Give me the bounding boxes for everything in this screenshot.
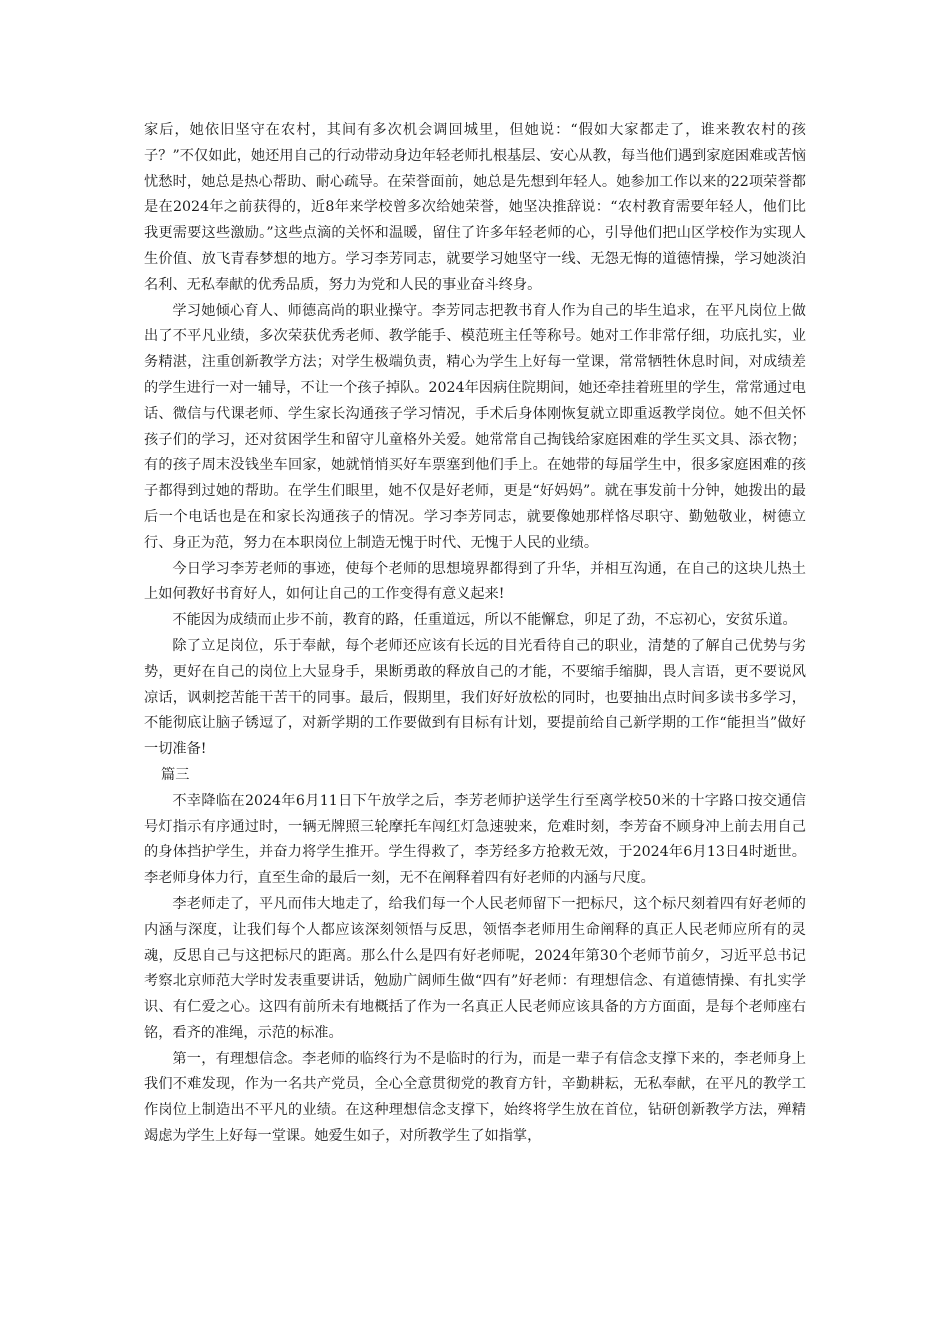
paragraph-no-stopping: 不能因为成绩而止步不前，教育的路，任重道远，所以不能懈怠，卯足了劲，不忘初心，安贫乐道。 bbox=[172, 612, 797, 629]
paragraph-beyond-post: 除了立足岗位，乐于奉献，每个老师还应该有长远的目光看待自己的职业，清楚的了解自己优势与劣势，更好在自己的岗位上大显身手，果断勇敢的释放自己的才能，不要缩手缩脚，畏人言语，更不要说风凉话，讽刺挖苦能干苦干的同事。最后，假期里，我们好好放松的同时，也要抽出点时间多读书多学习，不能彻底让脑子锈逗了，对新学期的工作要做到有目标有计划，要提前给自己新学期的工作“能担当”做好一切准备! bbox=[144, 637, 806, 758]
paragraph-today-learning: 今日学习李芳老师的事迹，使每个老师的思想境界都得到了升华，并相互沟通，在自己的这块儿热土上如何教好书育好人，如何让自己的工作变得有意义起来! bbox=[144, 560, 806, 603]
document-body bbox=[144, 118, 806, 1150]
paragraph-four-goods: 李老师走了，平凡而伟大地走了，给我们每一个人民老师留下一把标尺，这个标尺刻着四有好老师的内涵与深度，让我们每个人都应该深刻领悟与反思，领悟李老师用生命阐释的真正人民老师应所有的灵魂，反思自己与这把标尺的距离。那么什么是四有好老师呢，2024年第30个老师节前夕，习近平总书记考察北京师范大学时发表重要讲话，勉励广阔师生做“四有”好老师：有理想信念、有道德情操、有扎实学识、有仁爱之心。这四有前所未有地概括了作为一名真正人民老师应该具备的方方面面，是每个老师座右铭，看齐的准绳，示范的标准。 bbox=[144, 895, 806, 1041]
paragraph-ideals: 第一，有理想信念。李老师的临终行为不是临时的行为，而是一辈子有信念支撑下来的，李老师身上我们不难发现，作为一名共产党员，全心全意贯彻党的教育方针，辛勤耕耘，无私奉献，在平凡的教学工作岗位上制造出不平凡的业绩。在这种理想信念支撑下，始终将学生放在首位，钻研创新教学方法，殚精竭虑为学生上好每一堂课。她爱生如子，对所教学生了如指掌， bbox=[144, 1050, 806, 1145]
paragraph-continuation: 家后，她依旧坚守在农村，其间有多次机会调回城里，但她说：“假如大家都走了，谁来教农村的孩子？”不仅如此，她还用自己的行动带动身边年轻老师扎根基层、安心从教，每当他们遇到家庭困难或苦恼忧愁时，她总是热心帮助、耐心疏导。在荣誉面前，她总是先想到年轻人。她参加工作以来的22项荣誉都是在2024年之前获得的，近8年来学校曾多次给她荣誉，她坚决推辞说：“农村教育需要年轻人，他们比我更需要这些激励。”这些点滴的关怀和温暖，留住了许多年轻老师的心，引导他们把山区学校作为实现人生价值、放飞青春梦想的地方。学习李芳同志，就要学习她坚守一线、无怨无悔的道德情操，学习她淡泊名利、无私奉献的优秀品质，努力为党和人民的事业奋斗终身。 bbox=[144, 122, 806, 293]
paragraph-accident: 不幸降临在2024年6月11日下午放学之后，李芳老师护送学生行至离学校50米的十字路口按交通信号灯指示有序通过时，一辆无牌照三轮摩托车闯红灯急速驶来，危难时刻，李芳奋不顾身冲上前去用自己的身体挡护学生，并奋力将学生推开。学生得救了，李芳经多方抢救无效，于2024年6月13日4时逝世。李老师身体力行，直至生命的最后一刻，无不在阐释着四有好老师的内涵与尺度。 bbox=[144, 792, 806, 887]
paragraph-professional-ethics: 学习她倾心育人、师德高尚的职业操守。李芳同志把教书育人作为自己的毕生追求，在平凡岗位上做出了不平凡业绩，多次荣获优秀老师、教学能手、模范班主任等称号。她对工作非常仔细，功底扎实，业务精湛，注重创新教学方法；对学生极端负责，精心为学生上好每一堂课，常常牺牲休息时间，对成绩差的学生进行一对一辅导，不让一个孩子掉队。2024年因病住院期间，她还牵挂着班里的学生，常常通过电话、微信与代课老师、学生家长沟通孩子学习情况，手术后身体刚恢复就立即重返教学岗位。她不但关怀孩子们的学习，还对贫困学生和留守儿童格外关爱。她常常自己掏钱给家庭困难的学生买文具、添衣物；有的孩子周末没钱坐车回家，她就悄悄买好车票塞到他们手上。在她带的每届学生中，很多家庭困难的孩子都得到过她的帮助。在学生们眼里，她不仅是好老师，更是“好妈妈”。就在事发前十分钟，她拨出的最后一个电话也是在和家长沟通孩子的情况。学习李芳同志，就要像她那样恪尽职守、勤勉敬业，树德立行、身正为范，努力在本职岗位上制造无愧于时代、无愧于人民的业绩。 bbox=[144, 302, 806, 551]
section-heading: 篇三 bbox=[161, 766, 190, 783]
